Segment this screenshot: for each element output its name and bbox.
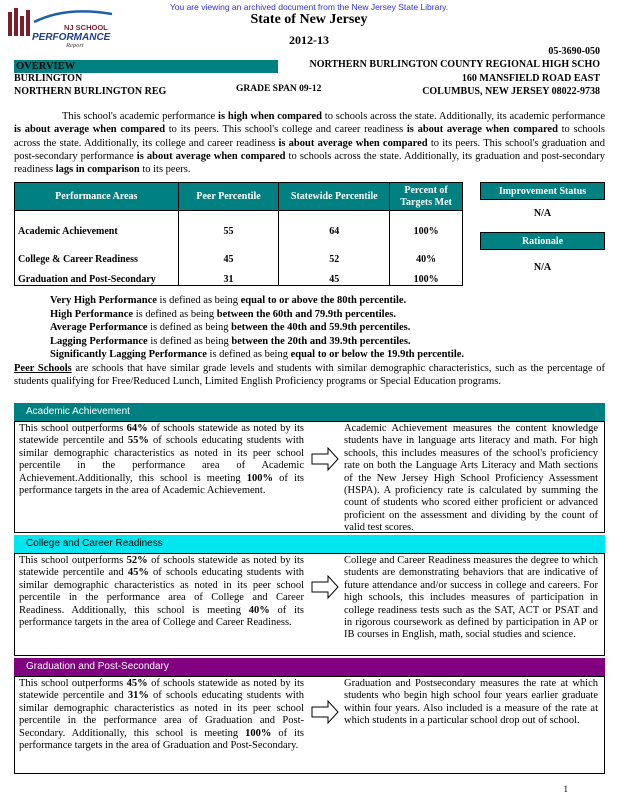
definition-line: Average Performance is defined as being between the 40th and 59.9th percentiles. xyxy=(50,322,411,334)
section-college-career-header: College and Career Readiness xyxy=(14,535,605,553)
rationale-value: N/A xyxy=(533,262,552,273)
table-row xyxy=(15,211,463,239)
summary-paragraph: This school's academic performance is high when compared to schools across the state. Additionally, its academic performance is about average when compared to its peers. This school's college and career readiness is about average when compared to schools across the state. Additionally, its college and career readiness is about average when compared to its peers. This school's graduation and post-secondary performance is about average when compared to schools across the state. Additionally, its graduation and post-secondary readiness lags in comparison to its peers. xyxy=(14,111,605,176)
school-code: 05-3690-050 xyxy=(548,46,600,57)
row-targets: 100% xyxy=(390,267,463,286)
improvement-status-header: Improvement Status xyxy=(480,182,605,200)
row-targets: 100% xyxy=(390,211,463,239)
county-name: BURLINGTON xyxy=(14,73,83,84)
state-title: State of New Jersey xyxy=(250,12,368,27)
header-targets-met: Percent of Targets Met xyxy=(390,183,463,211)
peer-schools-term: Peer Schools xyxy=(14,363,72,374)
graduation-description: Graduation and Postsecondary measures the rate at which students who begin high school four years earlier graduate within four years. Also included is a measure of the rate at which students in a particular school drop out of school. xyxy=(344,678,598,727)
definition-line: Significantly Lagging Performance is defined as being equal to or below the 19.9th percentile. xyxy=(50,349,465,361)
section-academic-achievement-header: Academic Achievement xyxy=(14,403,605,421)
header-peer-percentile: Peer Percentile xyxy=(178,183,279,211)
section-graduation-header: Graduation and Post-Secondary xyxy=(14,658,605,676)
row-area: Graduation and Post-Secondary xyxy=(15,267,179,286)
district-name: NORTHERN BURLINGTON REG xyxy=(14,86,167,97)
header-performance-areas: Performance Areas xyxy=(15,183,179,211)
school-year: 2012-13 xyxy=(289,33,329,47)
row-targets: 40% xyxy=(390,239,463,267)
row-state: 52 xyxy=(279,239,390,267)
row-peer: 31 xyxy=(178,267,279,286)
performance-definitions xyxy=(50,294,464,362)
header-statewide-percentile: Statewide Percentile xyxy=(279,183,390,211)
graduation-detail: This school outperforms 45% of schools statewide as noted by its statewide percentile and 31% of schools educating students with similar demographic characteristics as noted in its peer school percentile in the performance area of Graduation and Post-Secondary. Additionally, this school is meeting 100% of its performance targets in the area of Graduation and Post-Secondary. xyxy=(19,678,305,752)
table-header-row xyxy=(15,183,463,211)
improvement-status-value: N/A xyxy=(533,208,552,219)
college-career-description: College and Career Readiness measures the degree to which students are demonstrating behaviors that are indicative of future attendance and/or success in college and careers. For high schools, this includes measures of participation in college readiness tests such as the SAT, ACT or PSAT and in rigorous coursework as defined by participation in AP or IB courses in English, math, social studies and science. xyxy=(344,555,598,641)
overview-header: OVERVIEW xyxy=(14,60,278,73)
arrow-right-icon xyxy=(311,699,339,725)
school-name: NORTHERN BURLINGTON COUNTY REGIONAL HIGH SCHO xyxy=(309,59,600,70)
table-row xyxy=(15,267,463,286)
academic-achievement-detail: This school outperforms 64% of schools statewide as noted by its statewide percentile and 55% of schools educating students with similar demographic characteristics as noted in its peer school percentile in the performance area of Academic Achievement.Additionally, this school is meeting 100% of its performance targets in the area of Academic Achievement. xyxy=(19,423,305,497)
row-peer: 55 xyxy=(178,211,279,239)
academic-achievement-description: Academic Achievement measures the content knowledge students have in language arts literacy and math. For high schools, this includes measures of the school's proficiency rate on both the Language Arts Literacy and Math sections of the New Jersey High School Proficiency Assessment (HSPA). A proficiency rate is calculated by summing the count of students who scored either proficient or advanced proficient on the assessment and dividing by the count of valid test scores. xyxy=(344,423,598,534)
row-peer: 45 xyxy=(178,239,279,267)
definition-line: High Performance is defined as being between the 60th and 79.9th percentiles. xyxy=(50,308,396,320)
page-number: 1 xyxy=(563,784,568,794)
logo-line1: NJ SCHOOL xyxy=(64,23,108,32)
archive-banner-link[interactable]: You are viewing an archived document from the New Jersey State Library. xyxy=(169,2,449,12)
row-area: Academic Achievement xyxy=(15,211,179,239)
section-academic-achievement-box xyxy=(14,421,605,533)
peer-schools-paragraph: Peer Schools are schools that have similar grade levels and students with similar demographic characteristics, such as the percentage of students qualifying for Free/Reduced Lunch, Limited English Proficiency programs or Special Education programs. xyxy=(14,363,605,388)
arrow-right-icon xyxy=(311,574,339,600)
row-state: 64 xyxy=(279,211,390,239)
arrow-right-icon xyxy=(311,446,339,472)
definition-line: Very High Performance is defined as being equal to or above the 80th percentile. xyxy=(50,295,407,306)
logo-line2: PERFORMANCE xyxy=(32,32,111,43)
row-state: 45 xyxy=(279,267,390,286)
college-career-detail: This school outperforms 52% of schools statewide as noted by its statewide percentile and 45% of schools educating students with similar demographic characteristics as noted in its peer school percentile in the performance area of College and Career Readiness. Additionally, this school is meeting 40% of its performance targets in the area of College and Career Readiness. xyxy=(19,555,305,629)
school-address: 160 MANSFIELD ROAD EAST xyxy=(461,73,600,84)
school-city: COLUMBUS, NEW JERSEY 08022-9738 xyxy=(422,86,600,97)
rationale-header: Rationale xyxy=(480,232,605,250)
section-college-career-box xyxy=(14,553,605,656)
row-area: College & Career Readiness xyxy=(15,239,179,267)
performance-table xyxy=(14,182,463,286)
definition-line: Lagging Performance is defined as being between the 20th and 39.9th percentiles. xyxy=(50,335,411,347)
grade-span: GRADE SPAN 09-12 xyxy=(236,84,322,94)
table-row xyxy=(15,239,463,267)
logo-line3: Report xyxy=(66,42,84,48)
section-graduation-box xyxy=(14,676,605,774)
